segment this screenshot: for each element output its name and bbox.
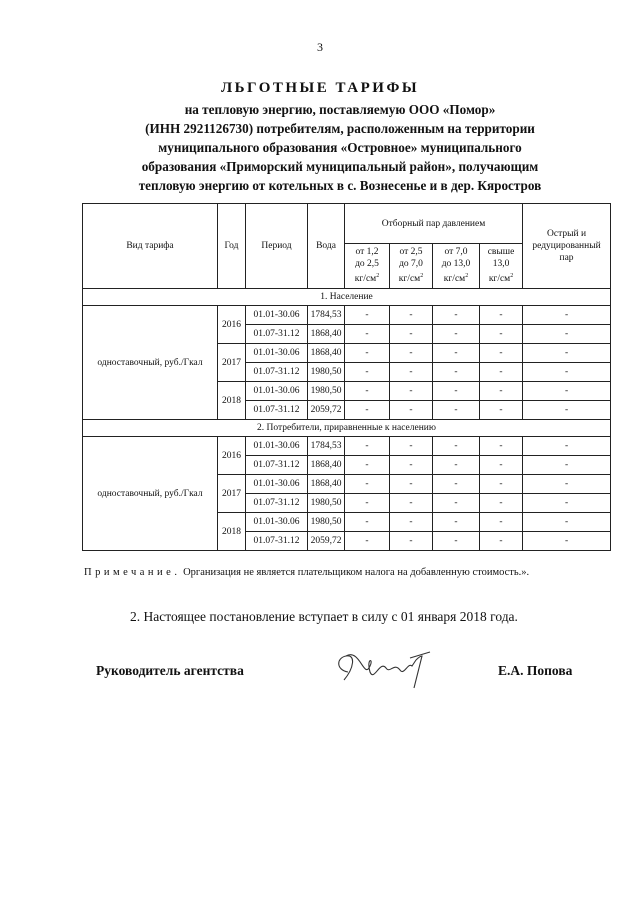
dash-cell: - [390,363,433,382]
water-cell: 2059,72 [308,401,345,420]
dash-cell: - [523,494,611,513]
dash-cell: - [523,363,611,382]
period-cell: 01.07-31.12 [246,363,308,382]
dash-cell: - [433,532,480,551]
water-cell: 1784,53 [308,437,345,456]
dash-cell: - [345,325,390,344]
water-cell: 1980,50 [308,513,345,532]
year-cell: 2018 [218,513,246,551]
header-sharp-steam: Острый и редуцированный пар [523,204,611,289]
header-water: Вода [308,204,345,289]
subtitle-line: тепловую энергию от котельных в с. Вознесенье и в дер. Кяростров [138,178,542,193]
dash-cell: - [523,382,611,401]
header-tariff-type: Вид тарифа [83,204,218,289]
subtitle-line: муниципального образования «Островное» муниципального [158,140,522,155]
dash-cell: - [390,306,433,325]
dash-cell: - [480,494,523,513]
period-cell: 01.07-31.12 [246,456,308,475]
tariff-label: одноставочный, руб./Гкал [83,437,218,551]
period-cell: 01.07-31.12 [246,401,308,420]
subtitle-line: (ИНН 2921126730) потребителям, расположенным на территории [145,121,535,136]
period-cell: 01.01-30.06 [246,344,308,363]
document-title: ЛЬГОТНЫЕ ТАРИФЫ [220,80,420,96]
dash-cell: - [480,401,523,420]
dash-cell: - [390,475,433,494]
table-row [83,306,611,325]
dash-cell: - [433,325,480,344]
period-cell: 01.01-30.06 [246,513,308,532]
dash-cell: - [390,382,433,401]
subtitle-line: образования «Приморский муниципальный район», получающим [141,159,539,174]
page-number: 3 [317,40,323,54]
dash-cell: - [433,344,480,363]
dash-cell: - [390,437,433,456]
dash-cell: - [390,401,433,420]
header-steam-4: свыше 13,0 $кг/см^2$ [480,244,523,289]
dash-cell: - [390,456,433,475]
header-steam-group: Отборный пар давлением [345,204,523,244]
dash-cell: - [390,494,433,513]
subtitle-line: на тепловую энергию, поставляемую ООО «Помор» [184,102,496,117]
dash-cell: - [523,306,611,325]
water-cell: 1784,53 [308,306,345,325]
header-steam-3: от 7,0 до 13,0 $кг/см^2$ [433,244,480,289]
dash-cell: - [433,382,480,401]
header-period: Период [246,204,308,289]
dash-cell: - [480,306,523,325]
dash-cell: - [523,532,611,551]
section-title: 1. Население [83,289,611,306]
header-year: Год [218,204,246,289]
period-cell: 01.07-31.12 [246,325,308,344]
signer-title: Руководитель агентства [96,663,244,678]
water-cell: 1868,40 [308,344,345,363]
dash-cell: - [390,513,433,532]
water-cell: 1980,50 [308,363,345,382]
year-cell: 2016 [218,306,246,344]
section-title: 2. Потребители, приравненные к населению [83,420,611,437]
dash-cell: - [480,382,523,401]
header-steam-2: от 2,5 до 7,0 $кг/см^2$ [390,244,433,289]
dash-cell: - [345,494,390,513]
table-row [83,437,611,456]
signature [330,640,440,700]
dash-cell: - [523,513,611,532]
dash-cell: - [480,456,523,475]
signer-name: Е.А. Попова [498,663,573,678]
water-cell: 1980,50 [308,494,345,513]
dash-cell: - [345,363,390,382]
dash-cell: - [345,306,390,325]
dash-cell: - [523,475,611,494]
dash-cell: - [480,513,523,532]
dash-cell: - [345,344,390,363]
dash-cell: - [390,532,433,551]
water-cell: 2059,72 [308,532,345,551]
dash-cell: - [345,382,390,401]
water-cell: 1868,40 [308,475,345,494]
tariff-table [82,203,611,551]
year-cell: 2016 [218,437,246,475]
year-cell: 2017 [218,475,246,513]
dash-cell: - [390,344,433,363]
document-subtitle [80,100,600,195]
dash-cell: - [523,401,611,420]
period-cell: 01.01-30.06 [246,475,308,494]
dash-cell: - [345,513,390,532]
year-cell: 2018 [218,382,246,420]
dash-cell: - [345,532,390,551]
water-cell: 1868,40 [308,456,345,475]
note-text: Организация не является плательщиком налога на добавленную стоимость.». [183,567,530,578]
dash-cell: - [480,475,523,494]
dash-cell: - [480,437,523,456]
dash-cell: - [480,325,523,344]
effective-date-clause: 2. Настоящее постановление вступает в силу с 01 января 2018 года. [130,609,518,624]
dash-cell: - [433,513,480,532]
dash-cell: - [345,456,390,475]
dash-cell: - [480,363,523,382]
dash-cell: - [433,363,480,382]
period-cell: 01.07-31.12 [246,532,308,551]
dash-cell: - [390,325,433,344]
period-cell: 01.01-30.06 [246,382,308,401]
dash-cell: - [433,475,480,494]
dash-cell: - [433,494,480,513]
dash-cell: - [433,437,480,456]
note-label: Примечание. [84,567,181,578]
period-cell: 01.07-31.12 [246,494,308,513]
dash-cell: - [480,344,523,363]
dash-cell: - [433,401,480,420]
dash-cell: - [523,456,611,475]
dash-cell: - [433,456,480,475]
dash-cell: - [480,532,523,551]
dash-cell: - [433,306,480,325]
period-cell: 01.01-30.06 [246,306,308,325]
dash-cell: - [523,325,611,344]
dash-cell: - [523,344,611,363]
dash-cell: - [345,475,390,494]
water-cell: 1980,50 [308,382,345,401]
dash-cell: - [345,437,390,456]
dash-cell: - [345,401,390,420]
year-cell: 2017 [218,344,246,382]
period-cell: 01.01-30.06 [246,437,308,456]
footnote [84,566,596,579]
header-steam-1: от 1,2 до 2,5 $кг/см^2$ [345,244,390,289]
dash-cell: - [523,437,611,456]
water-cell: 1868,40 [308,325,345,344]
tariff-label: одноставочный, руб./Гкал [83,306,218,420]
